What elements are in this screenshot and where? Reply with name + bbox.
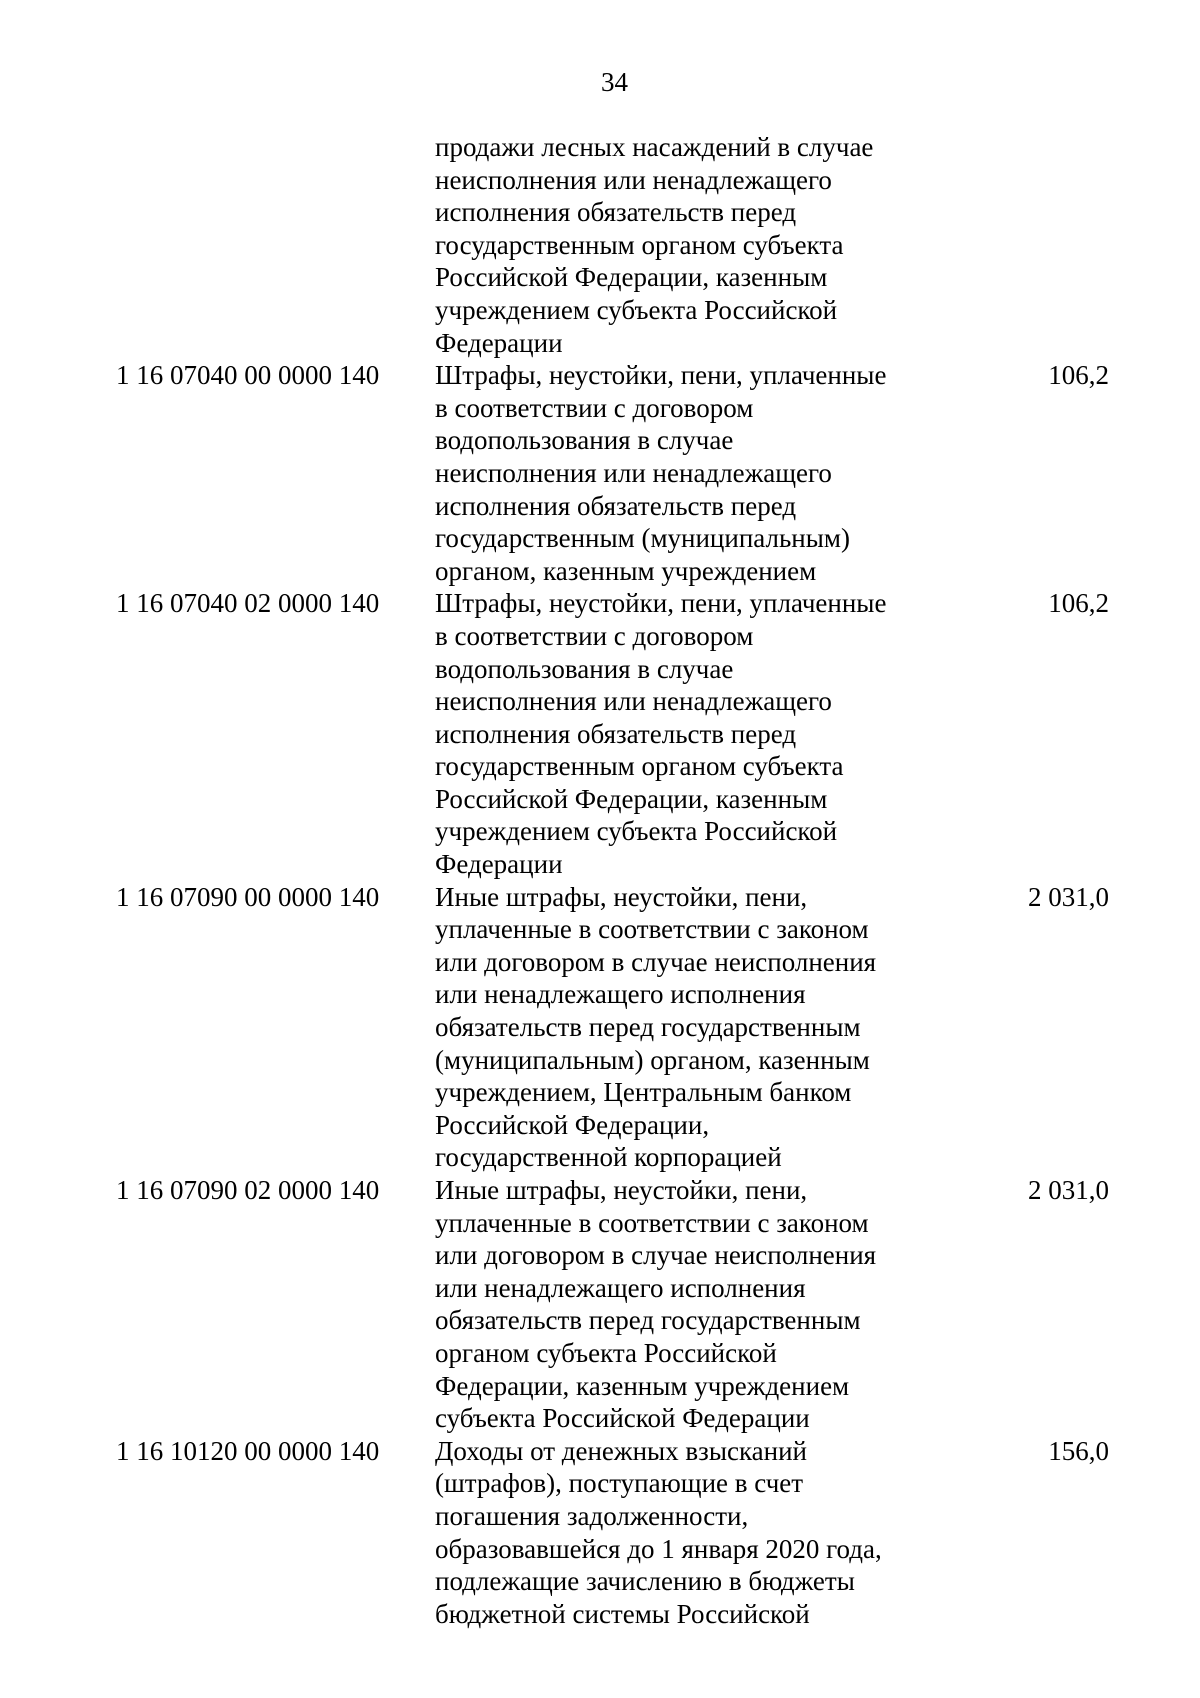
description-line: исполнения обязательств перед (435, 718, 797, 749)
description-line: обязательств перед государственным (435, 1012, 861, 1043)
description-line: или ненадлежащего исполнения (435, 1272, 806, 1303)
description-line: субъекта Российской Федерации (435, 1403, 810, 1434)
row-description (435, 587, 905, 880)
row-description (435, 1174, 905, 1435)
description-line: погашения задолженности, (435, 1500, 749, 1531)
description-line: образовавшейся до 1 января 2020 года, (435, 1533, 882, 1564)
description-line: в соответствии с договором (435, 620, 754, 651)
description-line: или договором в случае неисполнения (435, 1240, 877, 1271)
table-row (0, 359, 1200, 587)
row-description (435, 131, 905, 359)
amount-value: 2 031,0 (1028, 1175, 1109, 1205)
description-line: неисполнения или ненадлежащего (435, 164, 832, 195)
budget-code: 1 16 07040 02 0000 140 (116, 588, 380, 619)
description-line: или договором в случае неисполнения (435, 946, 877, 977)
description-line: государственной корпорацией (435, 1142, 782, 1173)
description-line: Российской Федерации, казенным (435, 783, 828, 814)
description-line: (муниципальным) органом, казенным (435, 1044, 870, 1075)
table-row (0, 587, 1200, 880)
description-line: Доходы от денежных взысканий (435, 1435, 807, 1466)
description-line: Иные штрафы, неустойки, пени, (435, 1175, 808, 1205)
description-line: неисполнения или ненадлежащего (435, 457, 832, 488)
budget-code: 1 16 07090 00 0000 140 (116, 881, 380, 912)
description-line: водопользования в случае (435, 425, 734, 456)
description-line: исполнения обязательств перед (435, 490, 797, 521)
description-line: уплаченные в соответствии с законом (435, 1207, 869, 1238)
description-line: бюджетной системы Российской (435, 1598, 810, 1629)
description-line: государственным (муниципальным) (435, 523, 850, 554)
description-line: уплаченные в соответствии с законом (435, 914, 869, 945)
description-line: Иные штрафы, неустойки, пени, (435, 881, 808, 912)
description-line: учреждением субъекта Российской (435, 294, 838, 325)
description-line: органом, казенным учреждением (435, 555, 817, 586)
description-line: государственным органом субъекта (435, 751, 844, 782)
table-row (0, 881, 1200, 1174)
amount-value: 106,2 (1048, 360, 1109, 391)
description-line: Штрафы, неустойки, пени, уплаченные (435, 588, 887, 619)
description-line: или ненадлежащего исполнения (435, 979, 806, 1010)
budget-code: 1 16 07090 02 0000 140 (116, 1175, 380, 1205)
description-line: подлежащие зачислению в бюджеты (435, 1566, 855, 1597)
description-line: Федерации (435, 849, 563, 880)
description-line: учреждением субъекта Российской (435, 816, 838, 847)
table-row (0, 1435, 1200, 1631)
row-description (435, 359, 905, 587)
row-description (435, 881, 905, 1174)
description-line: Федерации, казенным учреждением (435, 1370, 850, 1401)
description-line: Российской Федерации, казенным (435, 262, 828, 293)
description-line: продажи лесных насаждений в случае (435, 132, 874, 162)
description-line: Штрафы, неустойки, пени, уплаченные (435, 360, 887, 391)
budget-code: 1 16 10120 00 0000 140 (116, 1435, 380, 1466)
description-line: органом субъекта Российской (435, 1337, 777, 1368)
page-number: 34 (601, 67, 628, 97)
description-line: исполнения обязательств перед (435, 197, 797, 228)
amount-value: 156,0 (1048, 1435, 1109, 1466)
description-line: в соответствии с договором (435, 392, 754, 423)
amount-value: 106,2 (1048, 588, 1109, 619)
description-line: водопользования в случае (435, 653, 734, 684)
description-line: Федерации (435, 327, 563, 358)
budget-code: 1 16 07040 00 0000 140 (116, 360, 380, 391)
budget-table (0, 131, 1200, 1630)
description-line: Российской Федерации, (435, 1109, 710, 1140)
table-row (0, 131, 1200, 359)
description-line: обязательств перед государственным (435, 1305, 861, 1336)
description-line: государственным органом субъекта (435, 229, 844, 260)
description-line: неисполнения или ненадлежащего (435, 686, 832, 717)
amount-value: 2 031,0 (1028, 881, 1109, 912)
table-row (0, 1174, 1200, 1435)
description-line: (штрафов), поступающие в счет (435, 1468, 804, 1499)
description-line: учреждением, Центральным банком (435, 1077, 852, 1108)
row-description (435, 1435, 905, 1631)
